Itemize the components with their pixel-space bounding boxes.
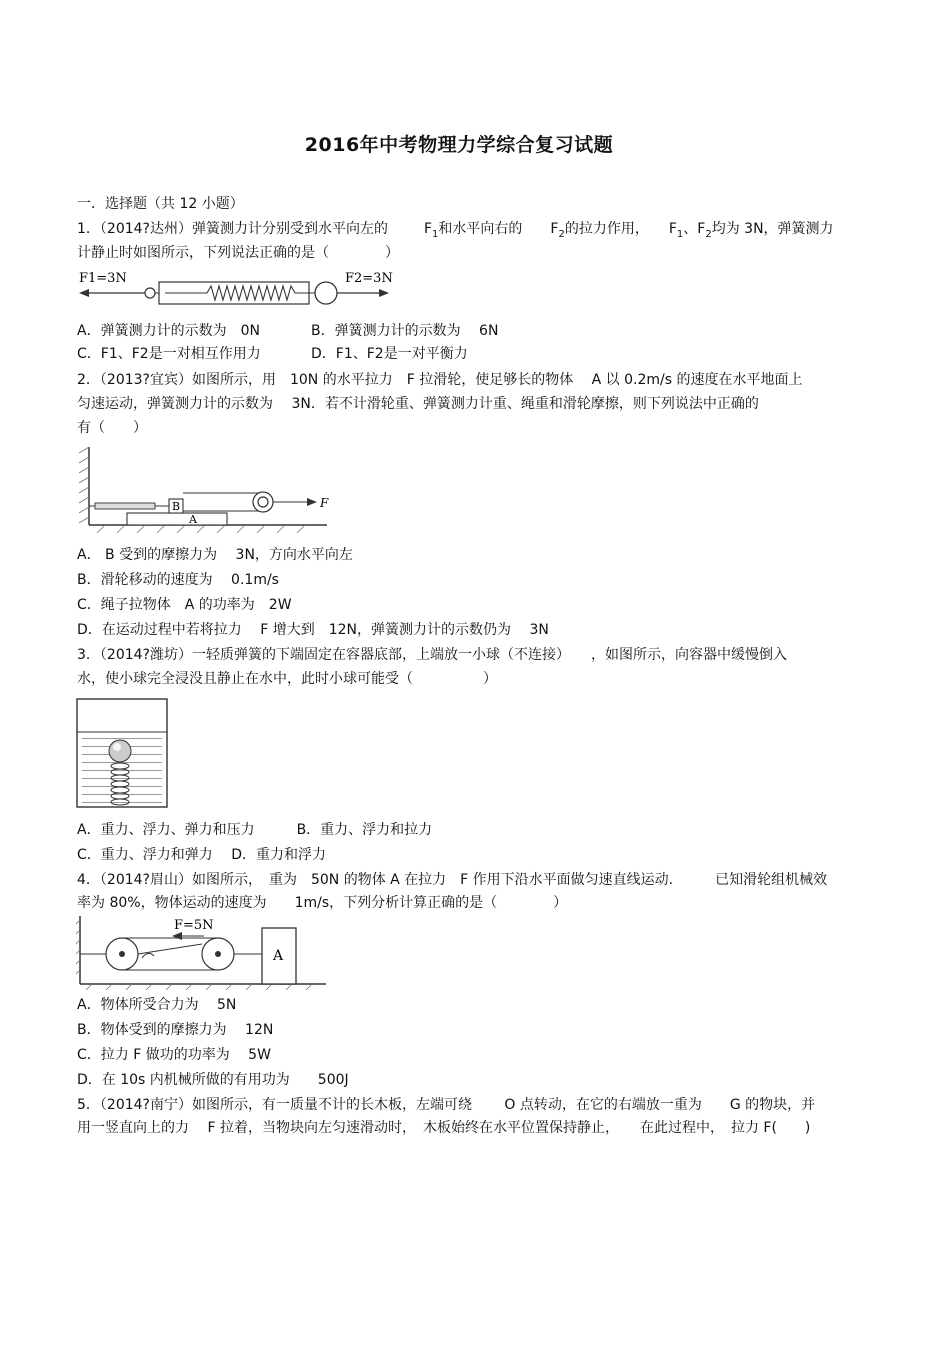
q1-f: F bbox=[668, 221, 677, 237]
q1-fig-label-right: F2=3N bbox=[345, 271, 393, 286]
q3-options-ab[interactable]: A．重力、浮力、弹力和压力 B．重力、浮力和拉力 bbox=[77, 822, 433, 838]
q3-container-figure bbox=[76, 698, 170, 810]
q1-text: 均为 3N，弹簧测力 bbox=[711, 221, 834, 237]
q1-f: F bbox=[423, 221, 433, 237]
q1-sub: 2 bbox=[705, 228, 712, 240]
q1-f: F bbox=[550, 221, 559, 237]
q2-line-2: 匀速运动，弹簧测力计的示数为 3N．若不计滑轮重、弹簧测力计重、绳重和滑轮摩擦，则下列说法中正确的 bbox=[77, 396, 759, 412]
q2-fig-label-b: B bbox=[172, 500, 181, 513]
q4-option-c[interactable]: C．拉力 F 做功的功率为 5W bbox=[77, 1047, 271, 1063]
q1-spring-scale-figure bbox=[77, 268, 397, 310]
q2-line-3: 有（ ） bbox=[77, 420, 147, 436]
q1-sub: 1 bbox=[676, 228, 684, 240]
q5-line-2: 用一竖直向上的力 F 拉着，当物块向左匀速滑动时， 木板始终在水平位置保持静止， 在此过程中， 拉力 F( ) bbox=[77, 1120, 811, 1136]
q1-sub: 1 bbox=[432, 228, 439, 240]
q2-fig-label-f: F bbox=[320, 496, 329, 510]
q1-options-cd bbox=[77, 345, 468, 363]
q4-pulley-block-figure bbox=[76, 916, 330, 990]
q1-line-2: 计静止时如图所示，下列说法正确的是（ ） bbox=[77, 245, 399, 261]
page-title: 2016年中考物理力学综合复习试题 bbox=[304, 134, 614, 156]
section-heading: 一．选择题（共 12 小题） bbox=[77, 196, 244, 212]
q1-options-ab bbox=[77, 322, 498, 340]
q2-line-1: 2．（2013?宜宾）如图所示，用 10N 的水平拉力 F 拉滑轮，使足够长的物体 A 以 0.2m/s 的速度在水平地面上 bbox=[77, 372, 803, 388]
q2-option-b[interactable]: B．滑轮移动的速度为 0.1m/s bbox=[77, 572, 279, 588]
q1-sub: 2 bbox=[558, 228, 565, 240]
q1-text: 、F bbox=[683, 221, 706, 237]
q4-line-1: 4．（2014?眉山）如图所示， 重为 50N 的物体 A 在拉力 F 作用下沿水平面做匀速直线运动. 已知滑轮组机械效 bbox=[77, 872, 828, 888]
q1-text: 1．（2014?达州）弹簧测力计分别受到水平向左的 bbox=[77, 221, 388, 237]
q4-option-a[interactable]: A．物体所受合力为 5N bbox=[77, 997, 237, 1013]
q4-option-b[interactable]: B．物体受到的摩擦力为 12N bbox=[77, 1022, 274, 1038]
q3-line-2: 水，使小球完全浸没且静止在水中，此时小球可能受（ ） bbox=[77, 671, 497, 687]
q2-pulley-figure bbox=[77, 447, 337, 535]
q4-option-d[interactable]: D．在 10s 内机械所做的有用功为 500J bbox=[77, 1072, 349, 1088]
q3-line-1: 3．（2014?潍坊）一轻质弹簧的下端固定在容器底部，上端放一小球（不连接） ，如图所示，向容器中缓慢倒入 bbox=[77, 647, 787, 663]
q2-option-a[interactable]: A． B 受到的摩擦力为 3N，方向水平向左 bbox=[77, 547, 353, 563]
q2-fig-label-a: A bbox=[189, 513, 197, 526]
q4-line-2: 率为 80%，物体运动的速度为 1m/s，下列分析计算正确的是（ ） bbox=[77, 895, 568, 911]
q1-option-b[interactable]: B．弹簧测力计的示数为 6N bbox=[311, 323, 499, 339]
q1-fig-label-left: F1=3N bbox=[79, 271, 127, 286]
q1-option-a[interactable]: A．弹簧测力计的示数为 0N bbox=[77, 323, 260, 339]
q1-line-1 bbox=[77, 220, 834, 244]
q1-option-c[interactable]: C．F1、F2是一对相互作用力 bbox=[77, 346, 261, 362]
q4-fig-block-label: A bbox=[273, 948, 284, 964]
q1-text: 和水平向右的 bbox=[438, 221, 523, 237]
q1-text: 的拉力作用， bbox=[564, 221, 649, 237]
q1-option-d[interactable]: D．F1、F2是一对平衡力 bbox=[311, 346, 468, 362]
q3-options-cd[interactable]: C．重力、浮力和弹力 D．重力和浮力 bbox=[77, 847, 327, 863]
q4-fig-force-label: F=5N bbox=[174, 918, 214, 933]
q2-option-c[interactable]: C．绳子拉物体 A 的功率为 2W bbox=[77, 597, 292, 613]
q2-option-d[interactable]: D．在运动过程中若将拉力 F 增大到 12N，弹簧测力计的示数仍为 3N bbox=[77, 622, 549, 638]
q5-line-1: 5．（2014?南宁）如图所示，有一质量不计的长木板，左端可绕 O 点转动，在它的右端放一重为 G 的物块，并 bbox=[77, 1097, 816, 1113]
